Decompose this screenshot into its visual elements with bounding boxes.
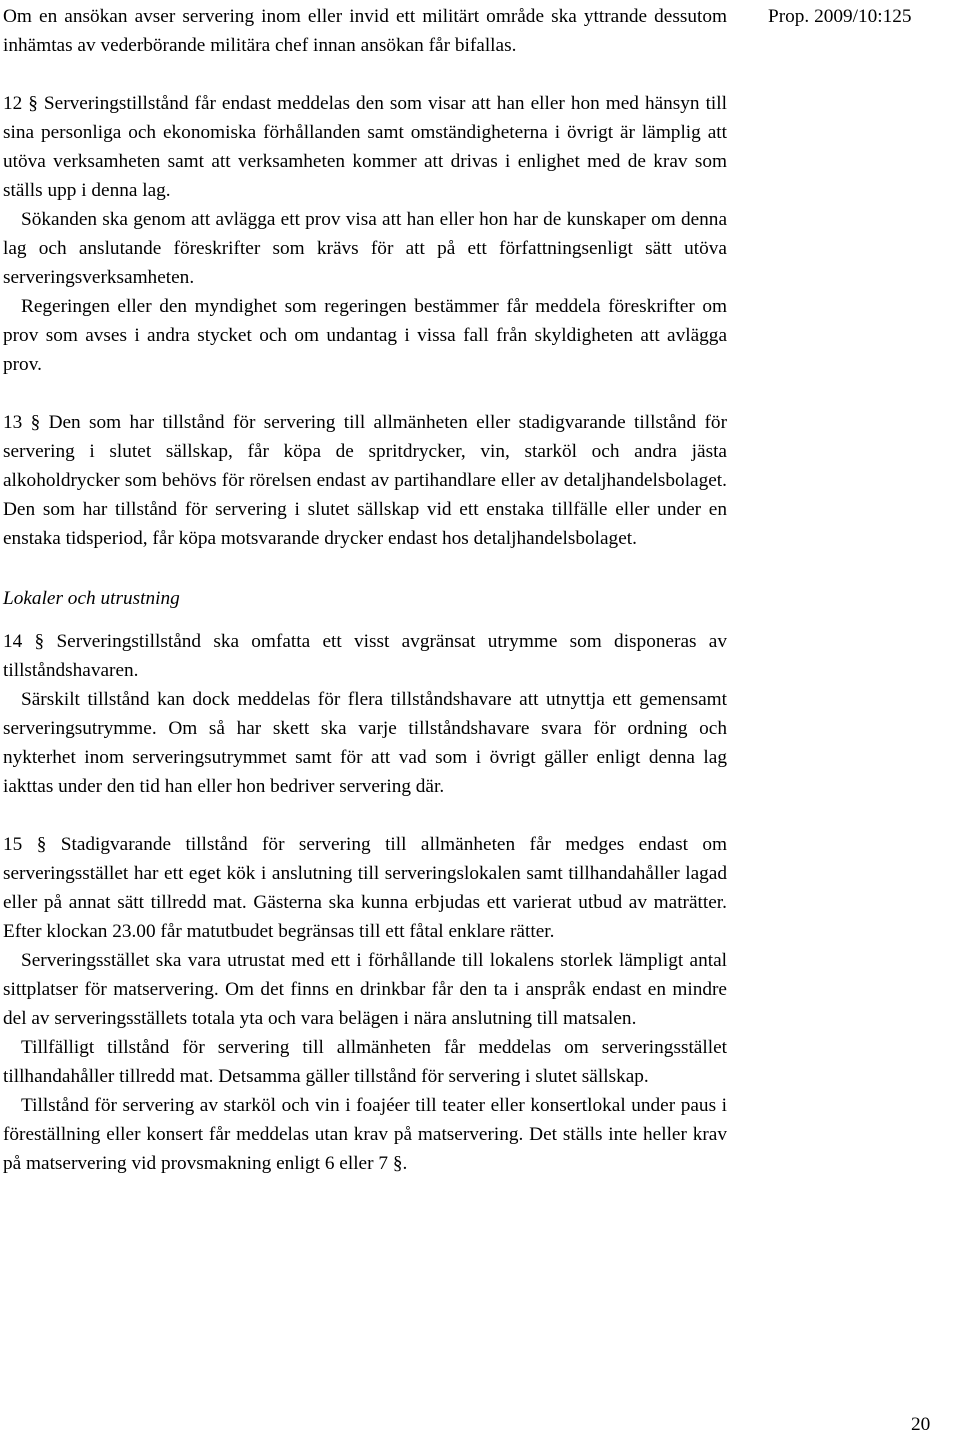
section-13-paragraph-1: 13 § Den som har tillstånd för servering till allmänheten eller stadigvarande tillstånd för servering i slutet sällskap, får köpa de spritdrycker, vin, starköl och andra jästa alkoholdrycker som behövs för rörelsen endast av partihandlare eller av detaljhandelsbolaget. Den som har tillstånd för servering i slutet sällskap vid ett enstaka tillfälle eller under en enstaka tidsperiod, får köpa motsvarande drycker endast hos detaljhandelsbolaget. (3, 412, 727, 549)
section-15-paragraph-2: Serveringsstället ska vara utrustat med ett i förhållande till lokalens storlek lämpligt antal sittplatser för matservering. Om det finns en drinkbar får den ta i anspråk endast en mindre del av serveringsställets totala yta och vara belägen i nära anslutning till matsalen. (3, 950, 727, 1029)
section-14-paragraph-1: 14 § Serveringstillstånd ska omfatta ett visst avgränsat utrymme som disponeras av tillståndshavaren. (3, 631, 727, 681)
section-15-paragraph-3: Tillfälligt tillstånd för servering till allmänheten får meddelas om serveringsstället tillhandahåller tillredd mat. Detsamma gäller tillstånd för servering i slutet sällskap. (3, 1037, 727, 1087)
section-12-paragraph-2: Sökanden ska genom att avlägga ett prov visa att han eller hon har de kunskaper om denna lag och anslutande föreskrifter som krävs för att på ett författningsenligt sätt utöva serveringsverksamheten. (3, 209, 727, 288)
section-heading-lokaler: Lokaler och utrustning (3, 588, 180, 609)
section-12-paragraph-1: 12 § Serveringstillstånd får endast meddelas den som visar att han eller hon med hänsyn till sina personliga och ekonomiska förhållanden samt omständigheterna i övrigt är lämplig att utöva verksamheten samt att verksamheten kommer att drivas i enlighet med de krav som ställs upp i denna lag. (3, 93, 727, 201)
section-15-paragraph-4: Tillstånd för servering av starköl och vin i foajéer till teater eller konsertlokal under paus i föreställning eller konsert får meddelas utan krav på matservering. Det ställs inte heller krav på matservering vid provsmakning enligt 6 eller 7 §. (3, 1095, 727, 1174)
section-15-paragraph-1: 15 § Stadigvarande tillstånd för servering till allmänheten får medges endast om serveringsstället har ett eget kök i anslutning till serveringslokalen samt tillhandahåller lagad eller på annat sätt tillredd mat. Gästerna ska kunna erbjudas ett varierat utbud av maträtter. Efter klockan 23.00 får matutbudet begränsas till ett fåtal enklare rätter. (3, 834, 727, 942)
section-12-paragraph-3: Regeringen eller den myndighet som regeringen bestämmer får meddela föreskrifter om prov som avses i andra stycket och om undantag i vissa fall från skyldigheten att avlägga prov. (3, 296, 727, 375)
page-number: 20 (911, 1414, 931, 1435)
proposition-reference: Prop. 2009/10:125 (768, 6, 912, 27)
document-body (3, 2, 727, 1178)
section-14-paragraph-2: Särskilt tillstånd kan dock meddelas för flera tillståndshavare att utnyttja ett gemensamt serveringsutrymme. Om så har skett ska varje tillståndshavare svara för ordning och nykterhet inom serveringsutrymmet samt för att vad som i övrigt gäller enligt denna lag iakttas under den tid han eller hon bedriver servering där. (3, 689, 727, 797)
paragraph-military-area: Om en ansökan avser servering inom eller invid ett militärt område ska yttrande dessutom inhämtas av vederbörande militära chef innan ansökan får bifallas. (3, 6, 727, 56)
